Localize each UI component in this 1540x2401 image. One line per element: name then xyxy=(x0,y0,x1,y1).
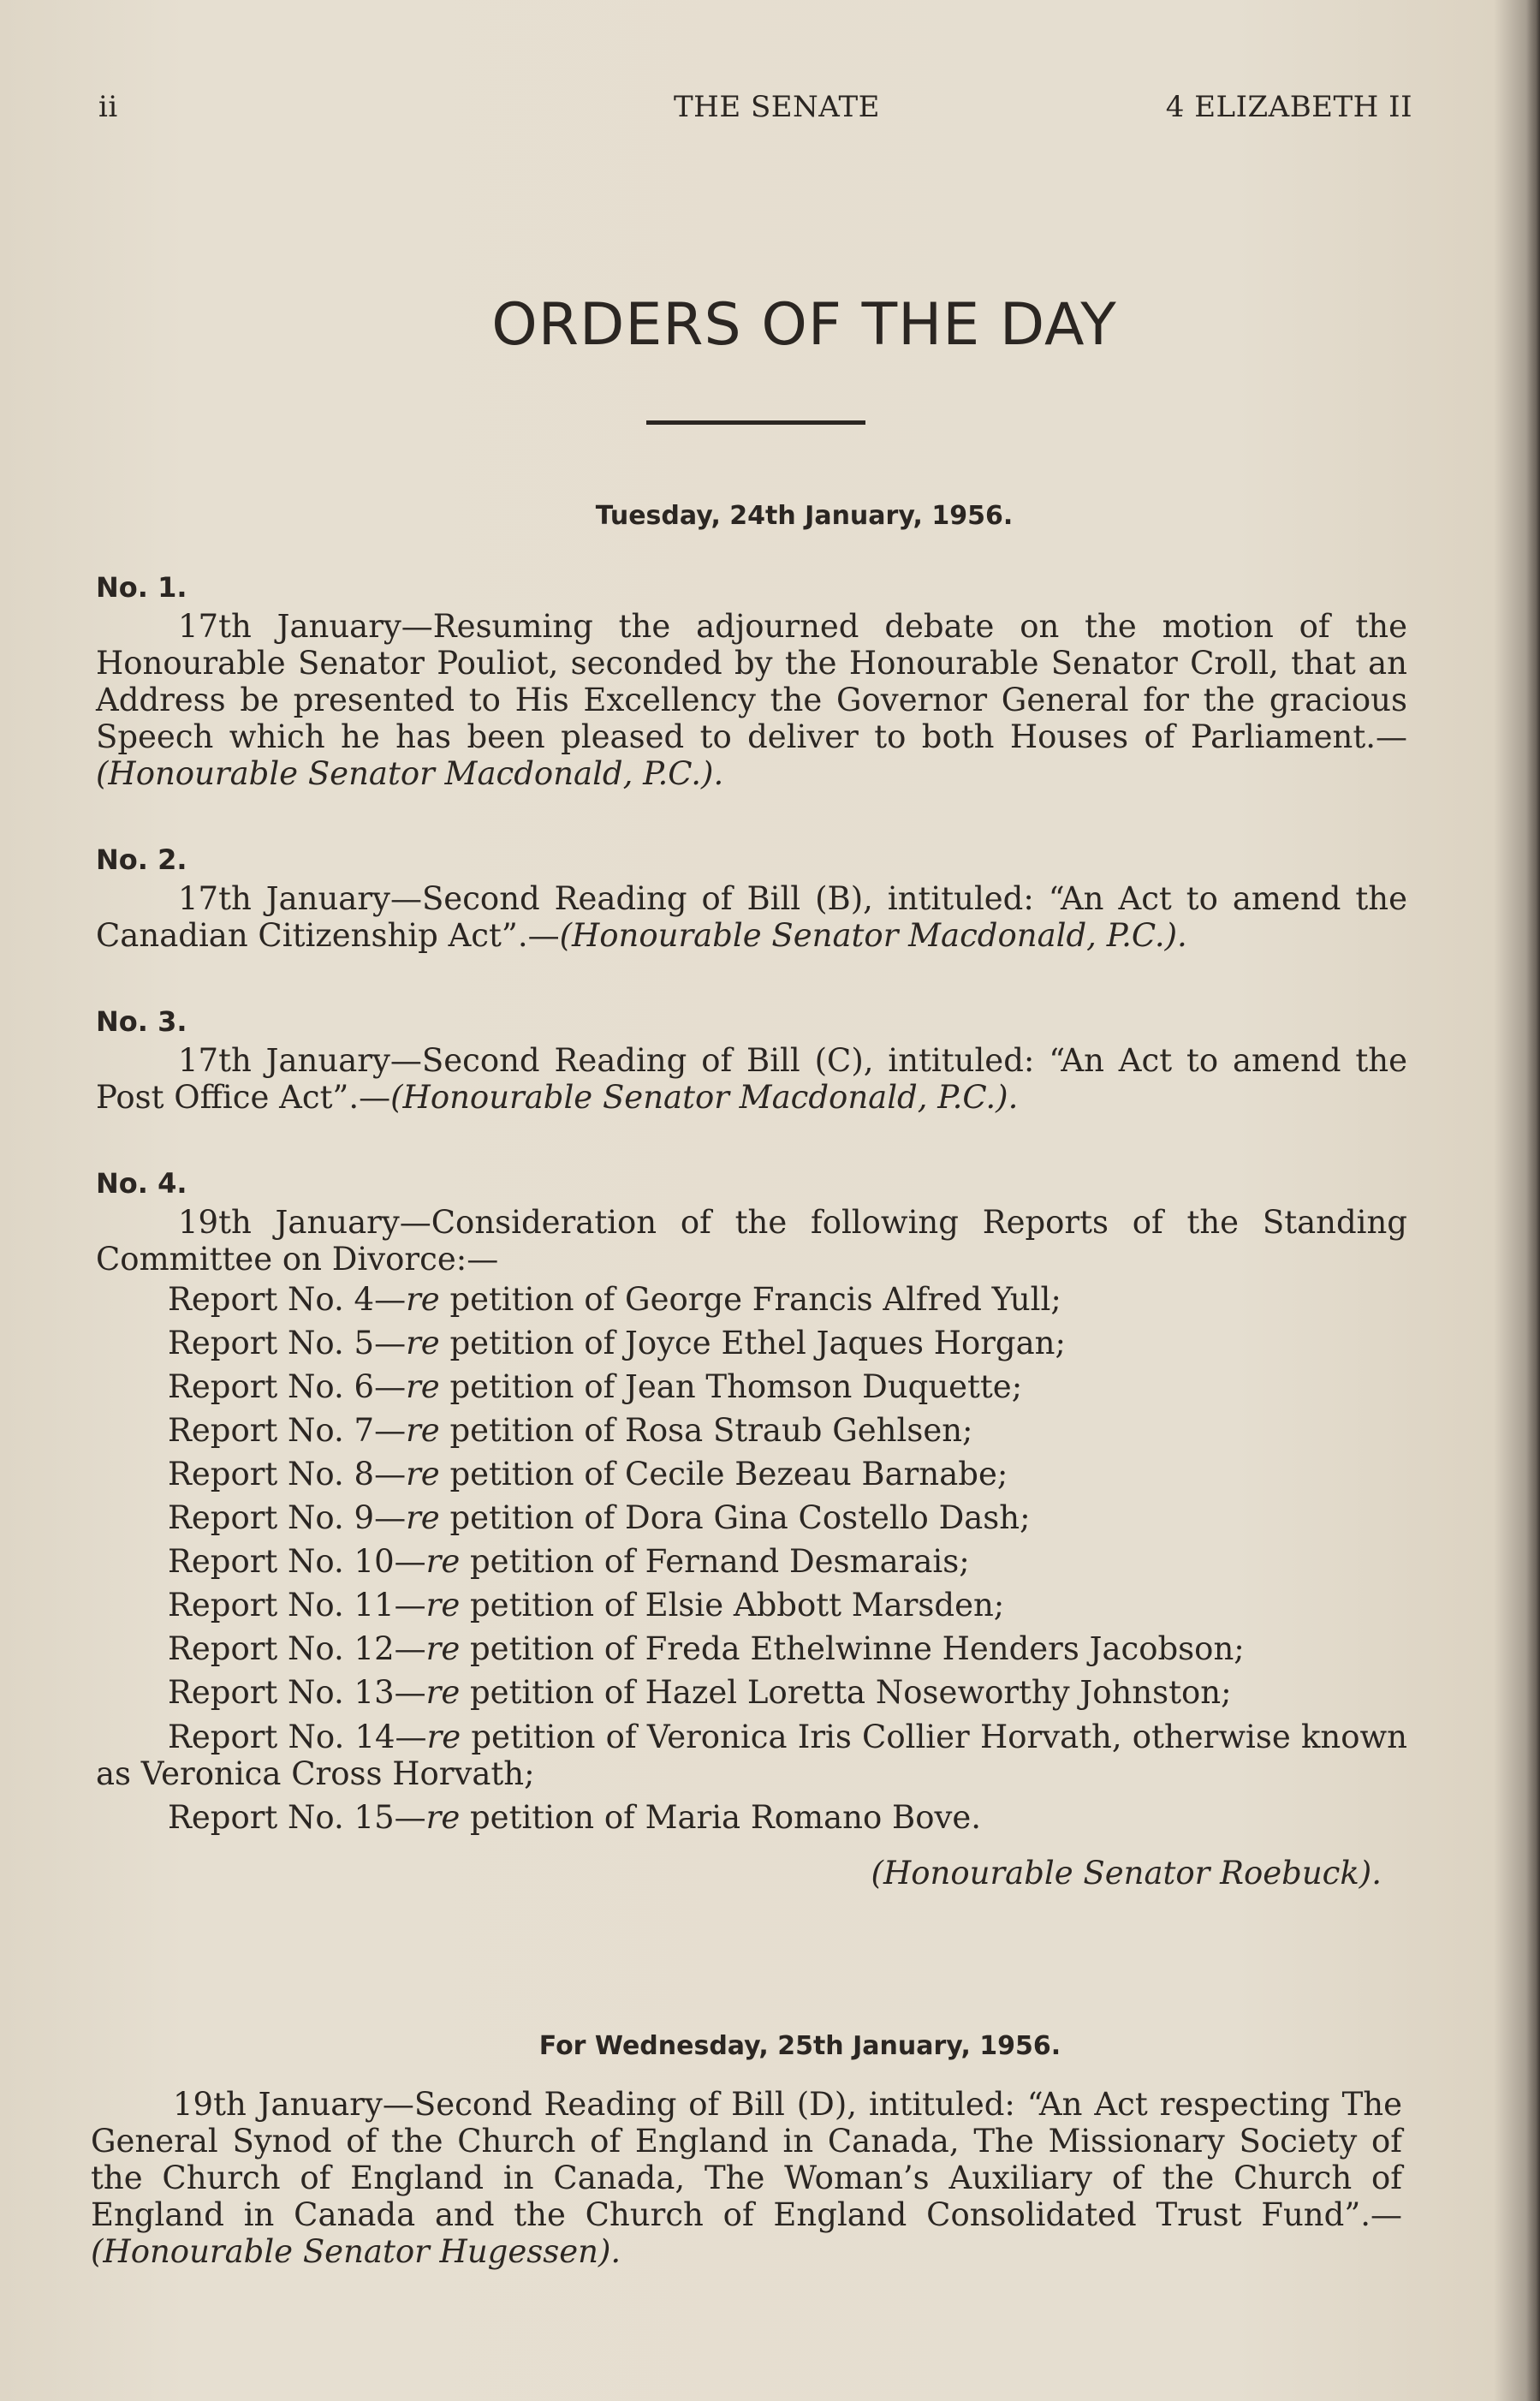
order-item xyxy=(96,842,1407,954)
item-sponsor: (Honourable Senator Macdonald, P.C.). xyxy=(96,755,724,792)
report-item: Report No. 12—re petition of Freda Ethelwinne Henders Jacobson; xyxy=(168,1630,1245,1667)
header-title: THE SENATE xyxy=(673,90,880,124)
report-list xyxy=(96,1278,1407,1839)
orders-list xyxy=(96,569,1407,1892)
item-sponsor: (Honourable Senator Macdonald, P.C.). xyxy=(559,917,1187,954)
item-text: 19th January—Consideration of the following Reports of the Standing Committee on Divorce:— xyxy=(96,1204,1407,1278)
report-item: Report No. 5—re petition of Joyce Ethel Jaques Horgan; xyxy=(168,1325,1066,1361)
report-item: Report No. 10—re petition of Fernand Desmarais; xyxy=(168,1543,970,1580)
item-sponsor: (Honourable Senator Hugessen). xyxy=(91,2233,621,2270)
report-item: Report No. 9—re petition of Dora Gina Costello Dash; xyxy=(168,1499,1031,1536)
report-item: Report No. 11—re petition of Elsie Abbott Marsden; xyxy=(168,1587,1005,1624)
section-date: For Wednesday, 25th January, 1956. xyxy=(538,2031,1061,2061)
section-date: Tuesday, 24th January, 1956. xyxy=(595,501,1014,531)
wednesday-orders xyxy=(91,2086,1402,2270)
page-title: ORDERS OF THE DAY xyxy=(491,291,1117,359)
report-item: Report No. 6—re petition of Jean Thomson Duquette; xyxy=(168,1368,1023,1405)
order-item xyxy=(96,1004,1407,1116)
item-text: 19th January—Second Reading of Bill (D), intituled: “An Act respecting The General Synod of the Church of England in Canada, The Missionary Society of the Church of England in Canada, The Woman’s Auxiliary of the Church of England in Canada and the Church of England Consolidated Trust Fund”.—(Honourable Senator Hugessen). xyxy=(91,2086,1402,2270)
item-text: 17th January—Resuming the adjourned debate on the motion of the Honourable Senator Pouliot, seconded by the Honourable Senator Croll, that an Address be presented to His Excellency the Governor General for the gracious Speech which he has been pleased to deliver to both Houses of Parliament.—(Honourable Senator Macdonald, P.C.). xyxy=(96,608,1407,792)
report-item: Report No. 15—re petition of Maria Romano Bove. xyxy=(168,1799,982,1836)
item-sponsor: (Honourable Senator Roebuck). xyxy=(871,1855,1382,1892)
title-rule xyxy=(646,420,865,425)
item-number: No. 2. xyxy=(96,843,187,876)
report-item: Report No. 13—re petition of Hazel Loretta Noseworthy Johnston; xyxy=(168,1674,1232,1711)
running-header xyxy=(98,90,1412,133)
page-number: ii xyxy=(98,90,118,124)
report-item: Report No. 4—re petition of George Francis Alfred Yull; xyxy=(168,1281,1061,1318)
header-session: 4 ELIZABETH II xyxy=(1165,90,1412,124)
order-item xyxy=(96,1165,1407,1892)
report-item: Report No. 14—re petition of Veronica Iris Collier Horvath, otherwise known as Veronica Cross Horvath; xyxy=(96,1719,1408,1792)
item-sponsor: (Honourable Senator Macdonald, P.C.). xyxy=(390,1079,1019,1116)
order-item xyxy=(96,569,1407,792)
item-number: No. 3. xyxy=(96,1005,187,1038)
report-item: Report No. 7—re petition of Rosa Straub Gehlsen; xyxy=(168,1412,973,1449)
item-text: 17th January—Second Reading of Bill (B), intituled: “An Act to amend the Canadian Citizenship Act”.—(Honourable Senator Macdonald, P.C.). xyxy=(96,880,1407,954)
item-number: No. 1. xyxy=(96,571,187,604)
item-text: 17th January—Second Reading of Bill (C), intituled: “An Act to amend the Post Office Act”.—(Honourable Senator Macdonald, P.C.). xyxy=(96,1042,1407,1116)
item-number: No. 4. xyxy=(96,1167,187,1200)
report-item: Report No. 8—re petition of Cecile Bezeau Barnabe; xyxy=(168,1456,1008,1492)
